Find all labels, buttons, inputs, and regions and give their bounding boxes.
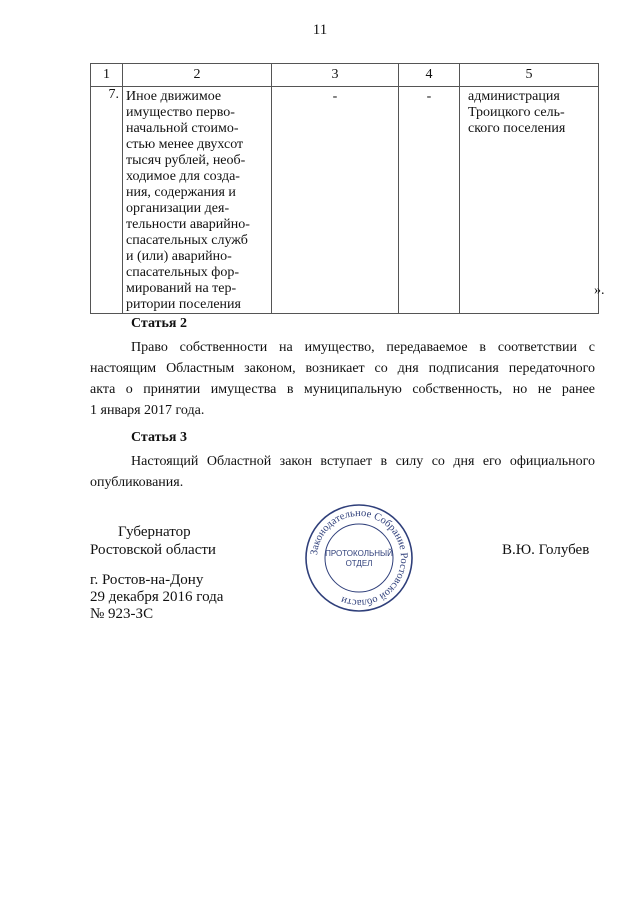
table-header-cell: 1 — [91, 64, 123, 87]
row-number-text: 7. — [108, 87, 119, 102]
description-line: ния, содержания и — [126, 185, 236, 200]
paragraph-line: акта о принятии имущества в муниципальную собственность, но не ранее — [90, 382, 595, 397]
recipient-line: администрация — [468, 89, 560, 104]
stamp-seal — [303, 502, 415, 614]
table-header-cell: 3 — [272, 64, 399, 87]
stamp-inner-ring — [325, 524, 393, 592]
article3-text — [90, 451, 595, 493]
table-header-cell: 5 — [460, 64, 599, 87]
description-line: имущество перво- — [126, 105, 235, 120]
description-line: Иное движимое — [126, 89, 222, 104]
paragraph-line: Право собственности на имущество, передаваемое в соответствии с — [131, 340, 595, 355]
signer-title-line1: Губернатор — [118, 524, 191, 540]
paragraph-line: опубликования. — [90, 475, 184, 490]
description-line: стью менее двухсот — [126, 137, 244, 152]
signer-name: В.Ю. Голубев — [502, 542, 590, 558]
table-header-row — [91, 64, 599, 87]
description-line: и (или) аварийно- — [126, 249, 232, 264]
description-line: мирований на тер- — [126, 281, 237, 296]
description-line: спасательных фор- — [126, 265, 239, 280]
article2-heading: Статья 2 — [131, 316, 187, 331]
property-description — [123, 87, 272, 314]
description-line: ходимое для созда- — [126, 169, 240, 184]
stamp-outer-ring — [306, 505, 412, 611]
recipient-line: ского поселения — [468, 121, 566, 136]
col4-value — [399, 87, 460, 314]
table-header-cell: 4 — [399, 64, 460, 87]
stamp-inner-line1: ПРОТОКОЛЬНЫЙ — [325, 549, 393, 558]
recipient-line: Троицкого сель- — [468, 105, 565, 120]
article2-text — [90, 337, 595, 421]
table-header-cell: 2 — [123, 64, 272, 87]
stamp-inner-line2: ОТДЕЛ — [345, 559, 373, 568]
col3-value — [272, 87, 399, 314]
row-number — [91, 87, 123, 314]
col3-text: - — [332, 89, 338, 104]
table-row — [91, 87, 599, 314]
description-line: начальной стоимо- — [126, 121, 239, 136]
property-table — [90, 63, 599, 314]
page-number: 11 — [312, 22, 328, 38]
article3-heading: Статья 3 — [131, 430, 187, 445]
description-line: тысяч рублей, необ- — [126, 153, 246, 168]
paragraph-line: 1 января 2017 года. — [90, 403, 205, 418]
description-line: тельности аварийно- — [126, 217, 250, 232]
description-line: спасательных служб — [126, 233, 248, 248]
stamp-ring-text: Законодательное Собрание Ростовской области — [309, 507, 410, 609]
recipient — [460, 87, 599, 314]
paragraph-line: Настоящий Областной закон вступает в силу со дня его официального — [131, 454, 595, 469]
signer-title-line2: Ростовской области — [90, 542, 216, 558]
law-number: № 923-ЗС — [90, 606, 154, 622]
closing-quote: ». — [594, 283, 605, 298]
description-line: организации дея- — [126, 201, 230, 216]
date: 29 декабря 2016 года — [90, 589, 224, 605]
description-line: ритории поселения — [126, 297, 241, 312]
paragraph-line: настоящим Областным законом, возникает со дня подписания передаточного — [90, 361, 595, 376]
place: г. Ростов-на-Дону — [90, 572, 204, 588]
col4-text: - — [426, 89, 432, 104]
